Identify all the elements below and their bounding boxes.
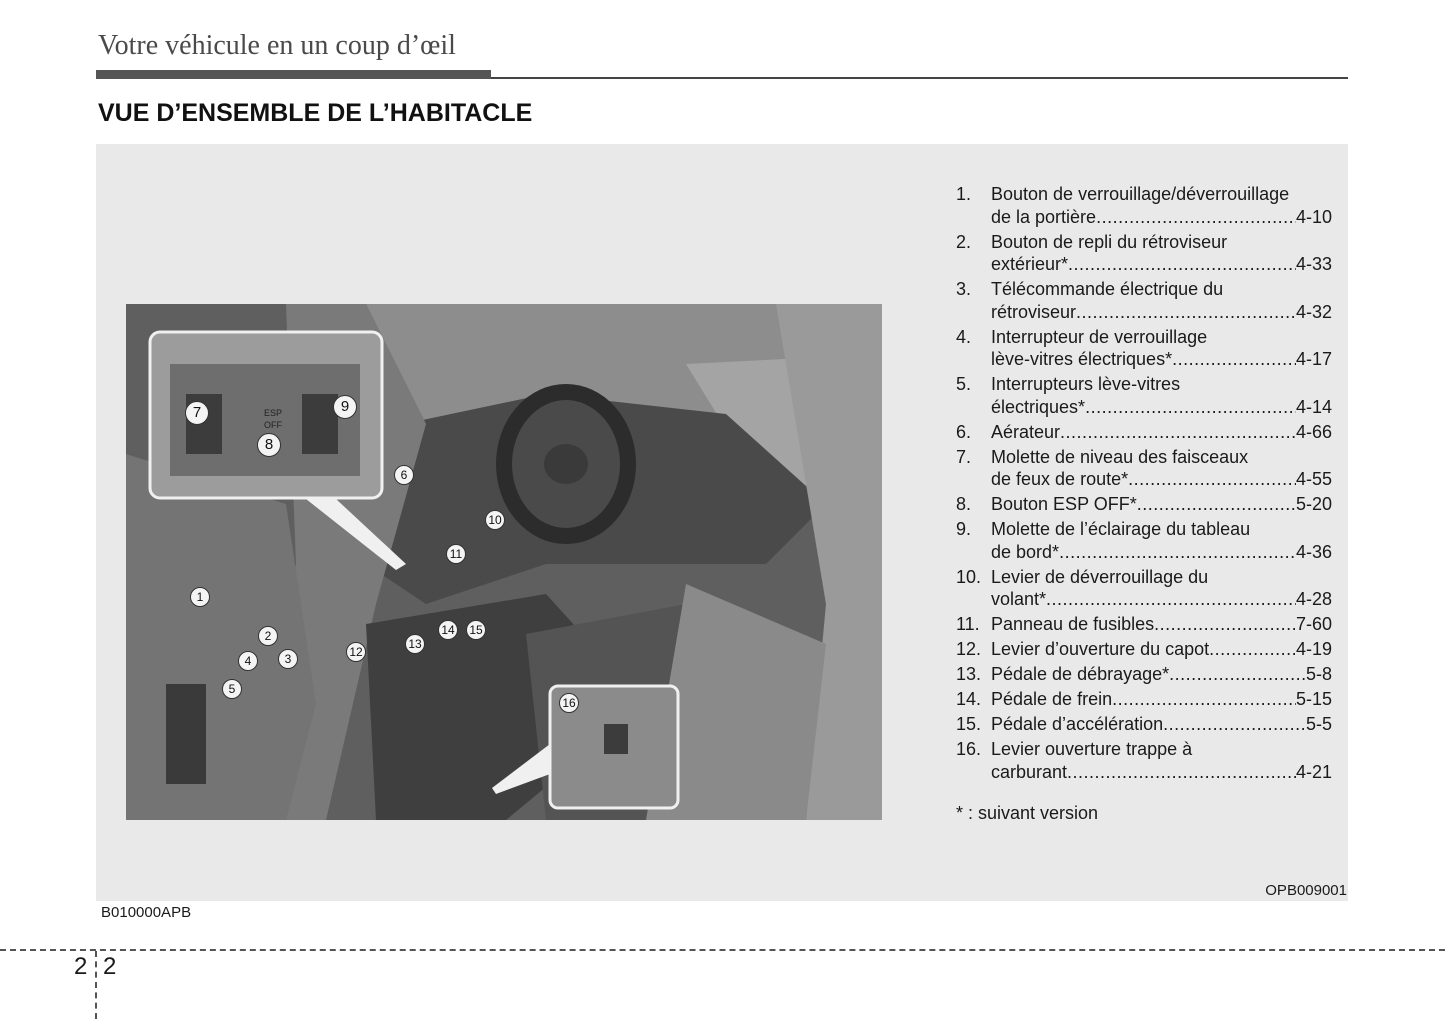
legend-item-text: Panneau de fusibles <box>991 614 1155 634</box>
callout-1: 1 <box>190 587 210 607</box>
legend-item-number: 13. <box>956 664 982 684</box>
callout-2: 2 <box>258 626 278 646</box>
callout-10: 10 <box>485 510 505 530</box>
legend-item-text: Pédale de frein <box>991 689 1113 709</box>
legend-item-number: 8. <box>956 494 972 514</box>
legend-item <box>956 326 1332 371</box>
leader-dots <box>1067 761 1296 784</box>
legend-item-page-ref: 4-17 <box>1295 349 1332 369</box>
leader-dots <box>1209 638 1296 661</box>
legend-item-number: 15. <box>956 714 982 734</box>
leader-dots <box>1163 713 1306 736</box>
legend-item-text: de feux de route* <box>991 469 1129 489</box>
footnote: * : suivant version <box>956 803 1099 823</box>
legend-item-text: Bouton ESP OFF* <box>991 494 1137 514</box>
legend-item-text: carburant <box>991 761 1068 782</box>
leader-dots <box>1154 613 1296 636</box>
legend-item-line <box>956 301 1332 324</box>
legend-item-line <box>956 761 1332 784</box>
footer-dashed-divider <box>95 951 97 1019</box>
callout-9: 9 <box>333 395 357 419</box>
leader-dots <box>1172 348 1296 371</box>
leader-dots <box>1096 206 1296 229</box>
footer-dashed-rule <box>0 949 1445 951</box>
legend-item <box>956 663 1332 686</box>
legend-item-text: Levier de déverrouillage du <box>991 566 1209 587</box>
legend-item <box>956 183 1332 228</box>
legend-item-text: Levier ouverture trappe à <box>991 739 1193 759</box>
legend-item-page-ref: 4-10 <box>1295 206 1332 227</box>
legend-item-text: Levier d’ouverture du capot <box>991 639 1210 659</box>
callout-4: 4 <box>238 651 258 671</box>
legend-item-number: 3. <box>956 279 972 299</box>
legend-item-page-ref: 4-55 <box>1295 469 1332 489</box>
legend-item-line <box>956 446 1332 469</box>
legend-item-text: Interrupteur de verrouillage <box>991 326 1208 347</box>
legend-item-page-ref: 4-28 <box>1295 589 1332 609</box>
legend-item-number: 2. <box>956 231 972 252</box>
legend-item-line <box>956 738 1332 761</box>
figure-code: OPB009001 <box>1265 882 1347 899</box>
legend-item-line <box>956 253 1332 276</box>
legend-item <box>956 373 1332 418</box>
legend-item <box>956 231 1332 276</box>
legend-item-line <box>956 468 1332 491</box>
callout-16: 16 <box>559 693 579 713</box>
inset-off-label: OFF <box>264 420 282 430</box>
legend-item <box>956 738 1332 783</box>
legend-item-line <box>956 638 1332 661</box>
callout-12: 12 <box>346 642 366 662</box>
legend-item <box>956 493 1332 516</box>
document-code: B010000APB <box>101 904 192 921</box>
legend-item <box>956 446 1332 491</box>
legend-item-line <box>956 566 1332 589</box>
legend-item <box>956 613 1332 636</box>
legend-item-number: 5. <box>956 374 972 394</box>
legend-item-text: lève-vitres électriques* <box>991 349 1173 369</box>
legend-item-text: de bord* <box>991 541 1060 562</box>
legend-item-page-ref: 5-8 <box>1305 664 1332 684</box>
legend-item-text: volant* <box>991 589 1047 609</box>
leader-dots <box>1085 396 1296 419</box>
legend-item-line <box>956 206 1332 229</box>
legend-item-line <box>956 278 1332 301</box>
legend-item <box>956 518 1332 563</box>
legend-item-text: Pédale de débrayage* <box>991 664 1170 684</box>
legend-item-number: 12. <box>956 639 982 659</box>
header-rule-thin <box>491 77 1348 79</box>
callout-3: 3 <box>278 649 298 669</box>
legend-item-text: Molette de l’éclairage du tableau <box>991 519 1251 539</box>
legend-item <box>956 688 1332 711</box>
callout-14: 14 <box>438 620 458 640</box>
legend-item-text: Télécommande électrique du <box>991 279 1224 299</box>
leader-dots <box>1112 688 1296 711</box>
legend-item-page-ref: 4-66 <box>1295 421 1332 442</box>
legend-item-page-ref: 4-14 <box>1295 396 1332 417</box>
legend-item-number: 7. <box>956 446 972 467</box>
legend-item-line <box>956 541 1332 564</box>
legend-item-text: électriques* <box>991 396 1086 417</box>
legend-item-text: Bouton de verrouillage/déverrouillage <box>991 184 1290 204</box>
leader-dots <box>1076 301 1296 324</box>
inset-esp-label: ESP <box>264 408 283 418</box>
legend-item <box>956 713 1332 736</box>
section-title: VUE D’ENSEMBLE DE L’HABITACLE <box>98 99 533 127</box>
legend-item-line <box>956 663 1332 686</box>
legend-item-page-ref: 4-21 <box>1295 761 1332 782</box>
callout-6: 6 <box>394 465 414 485</box>
interior-illustration <box>126 304 882 820</box>
callout-13: 13 <box>405 634 425 654</box>
leader-dots <box>1128 468 1296 491</box>
legend-item-line <box>956 421 1332 444</box>
callout-5: 5 <box>222 679 242 699</box>
legend-item-line <box>956 373 1332 396</box>
legend-item-page-ref: 7-60 <box>1295 614 1332 634</box>
legend-item-number: 11. <box>956 614 980 634</box>
legend-item-number: 4. <box>956 326 972 347</box>
chapter-title: Votre véhicule en un coup d’œil <box>98 30 456 61</box>
legend-item-text: Aérateur <box>991 421 1061 442</box>
callout-7: 7 <box>185 401 209 425</box>
legend-item-text: Bouton de repli du rétroviseur <box>991 231 1228 252</box>
legend-item-text: extérieur* <box>991 254 1069 274</box>
legend-item-number: 1. <box>956 184 972 204</box>
legend-item-number: 16. <box>956 739 982 759</box>
interior-drawing <box>126 304 882 820</box>
leader-dots <box>1059 541 1296 564</box>
callout-11: 11 <box>446 544 466 564</box>
leader-dots <box>1060 421 1296 444</box>
legend-item-text: de la portière <box>991 206 1097 227</box>
leader-dots <box>1137 493 1296 516</box>
legend-item-line <box>956 688 1332 711</box>
legend-item-text: rétroviseur <box>991 301 1077 322</box>
leader-dots <box>1046 588 1296 611</box>
legend-item-page-ref: 4-33 <box>1295 254 1332 274</box>
legend-list <box>956 183 1332 786</box>
legend-item-line <box>956 183 1332 206</box>
legend-item-number: 14. <box>956 689 982 709</box>
chapter-number: 2 <box>74 953 88 980</box>
legend-item-text: Pédale d’accélération <box>991 714 1164 734</box>
legend-item-line <box>956 493 1332 516</box>
legend-item-line <box>956 348 1332 371</box>
legend-item-text: Molette de niveau des faisceaux <box>991 446 1249 467</box>
legend-item-number: 6. <box>956 421 972 442</box>
leader-dots <box>1169 663 1306 686</box>
legend-item <box>956 566 1332 611</box>
legend-item-page-ref: 4-32 <box>1295 301 1332 322</box>
legend-item-page-ref: 5-5 <box>1305 714 1332 734</box>
legend-item-text: Interrupteurs lève-vitres <box>991 374 1181 394</box>
legend-item-page-ref: 4-19 <box>1295 639 1332 659</box>
header-rule-thick <box>96 70 491 79</box>
legend-item <box>956 421 1332 444</box>
legend-item-line <box>956 713 1332 736</box>
legend-item-line <box>956 326 1332 349</box>
legend-item-line <box>956 518 1332 541</box>
legend-item-line <box>956 396 1332 419</box>
legend-item <box>956 638 1332 661</box>
callout-15: 15 <box>466 620 486 640</box>
legend-item-number: 9. <box>956 519 972 539</box>
legend-item-line <box>956 588 1332 611</box>
legend-item-page-ref: 5-20 <box>1295 494 1332 514</box>
legend-item <box>956 278 1332 323</box>
legend-item-page-ref: 4-36 <box>1295 541 1332 562</box>
legend-item-page-ref: 5-15 <box>1295 689 1332 709</box>
leader-dots <box>1068 253 1296 276</box>
legend-item-number: 10. <box>956 566 982 587</box>
legend-item-line <box>956 231 1332 254</box>
page-number: 2 <box>103 953 117 980</box>
callout-8: 8 <box>257 433 281 457</box>
legend-item-line <box>956 613 1332 636</box>
